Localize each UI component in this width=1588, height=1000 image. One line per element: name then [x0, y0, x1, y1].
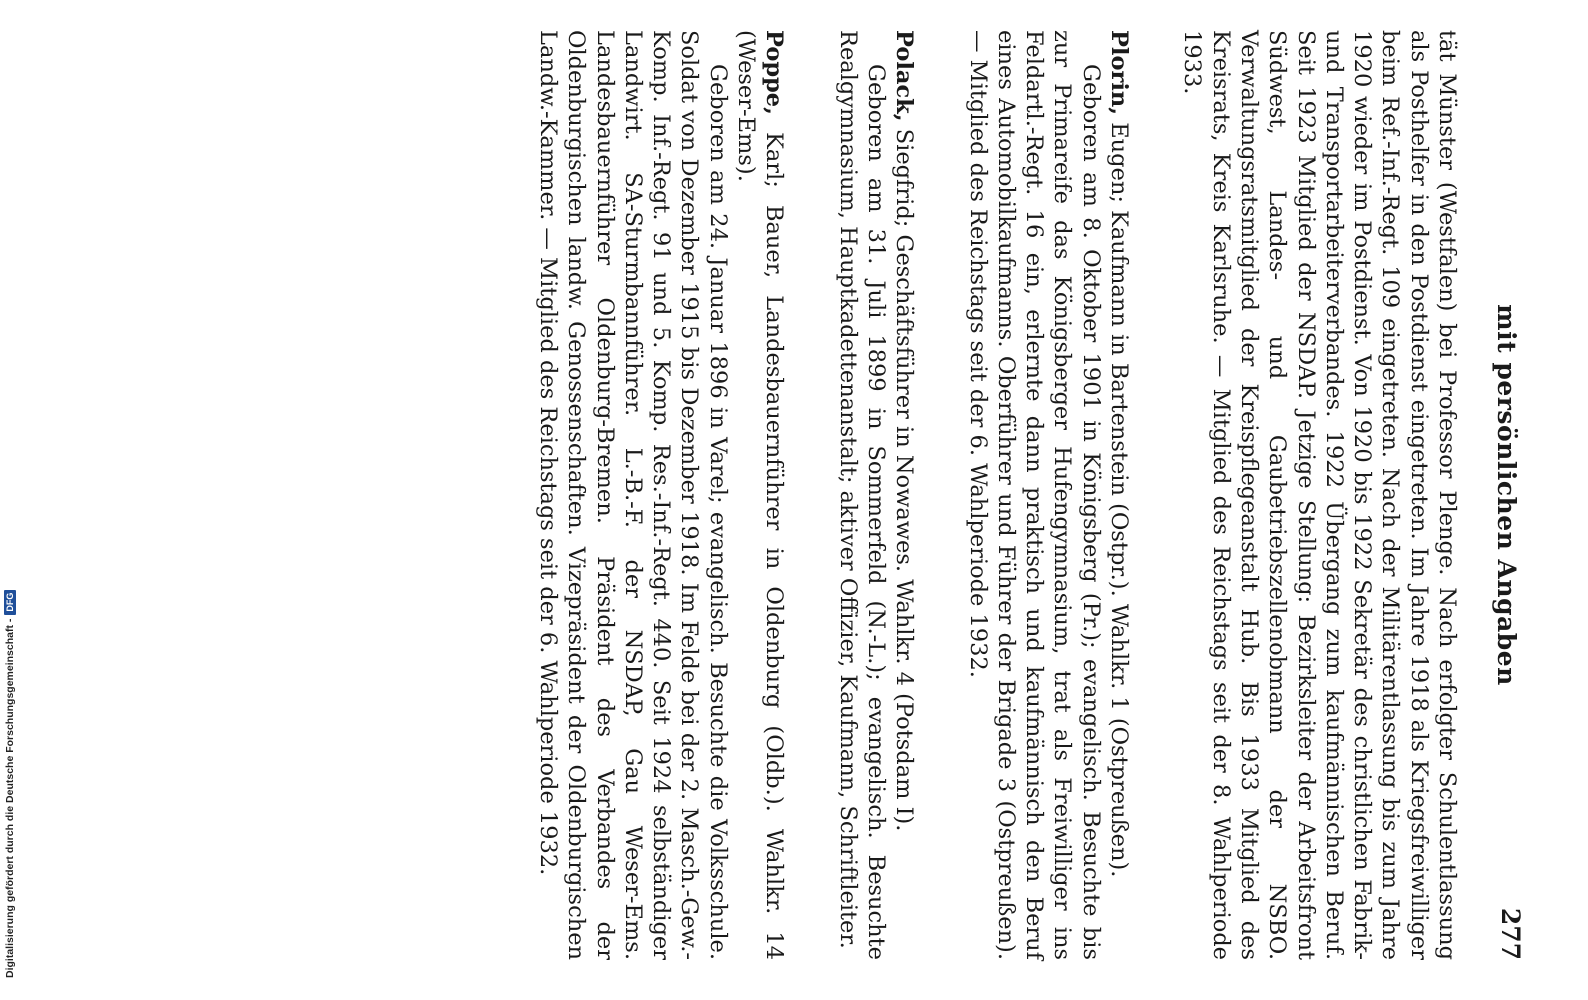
entry-heading-text: Siegfrid; Geschäftsführer in Nowawes. Wahlkr. 4 (Potsdam I). — [891, 121, 918, 832]
dfg-logo-icon: DFG — [4, 590, 16, 615]
entry-body: Geboren am 24. Januar 1896 in Varel; evangelisch. Besuchte die Volksschule. Soldat von Dezember 1915 bis Dezember 1918. Im Felde bei der 2. Masch.-Gew.-Komp. Inf.-Regt. 91 und 5. Komp. Res.-Inf.-Regt. 440. Seit 1924 selbständiger Landwirt. SA-Sturmbannführer. L.-B.-F. der NSDAP, Gau Weser-Ems. Landesbauernführer Oldenburg-Bremen. Präsident des Verbandes der Oldenburgischen landw. Genossenschaften. Vizepräsident der Oldenburgischen Landw.-Kammer. — Mitglied des Reichstags seit der 6. Wahlperiode 1932. — [534, 30, 731, 960]
rotated-book-page — [75, 30, 1525, 960]
biography-entry-polack — [833, 30, 918, 960]
entry-body: Geboren am 8. Oktober 1901 in Königsberg (Pr.); evangelisch. Besuchte bis zur Primareife das Königsberger Hufengymnasium, trat als Freiwilliger ins Feldartl.-Regt. 16 ein, erlernte dann praktisch und kaufmännisch den Beruf eines Automobilkaufmanns. Oberführer und Führer der Brigade 3 (Ostpreußen). — Mitglied des Reichstags seit der 6. Wahlperiode 1932. — [964, 30, 1104, 960]
entry-name: Plorin, — [1106, 30, 1133, 116]
entry-body: Geboren am 31. Juli 1899 in Sommerfeld (N.-L.); evangelisch. Besuchte Realgymnasium, Hauptkadettenanstalt; aktiver Offizier, Kaufmann, Schriftleiter. — [834, 30, 889, 960]
biography-entry-poppe — [534, 30, 789, 960]
entry-heading — [732, 30, 789, 960]
entry-name: Poppe, — [761, 30, 788, 115]
continued-paragraph: tät Münster (Westfalen) bei Professor Plenge. Nach erfolgter Schulentlassung als Posthelfer in den Postdienst eingetreten. Im Jahre 1918 als Kriegsfreiwilliger beim Ref.-Inf.-Regt. 109 eingetreten. Nach der Militärentlassung bis zum Jahre 1920 wieder im Postdienst. Von 1920 bis 1922 Sekretär des christlichen Fabrik- und Transportarbeiterverbandes. 1922 Übergang zum kaufmännischen Beruf. Seit 1923 Mitglied der NSDAP. Jetzige Stellung: Bezirksleiter der Arbeitsfront Südwest, Landes- und Gaubetriebszellenobmann der NSBO. Verwaltungsratsmitglied der Kreispflegeanstalt Hub. Bis 1933 Mitglied des Kreisrats, Kreis Karlsruhe. — Mitglied des Reichstags seit der 8. Wahlperiode 1933. — [1179, 30, 1460, 960]
page-header — [1485, 30, 1525, 960]
entry-heading — [890, 30, 918, 960]
page-number: 277 — [1496, 907, 1525, 960]
entry-name: Polack, — [891, 30, 918, 122]
digitization-credit — [4, 590, 16, 978]
entry-heading-text: Karl; Bauer, Landesbauernführer in Oldenburg (Oldb.). Wahlkr. 14 (Weser-Ems). — [733, 30, 788, 960]
running-title: mit persönlichen Angaben — [1492, 304, 1521, 686]
page-body — [489, 30, 1461, 960]
entry-heading-text: Eugen; Kaufmann in Bartenstein (Ostpr.). Wahlkr. 1 (Ostpreußen). — [1106, 115, 1133, 878]
biography-entry-plorin — [963, 30, 1133, 960]
entry-heading — [1105, 30, 1133, 960]
credit-text: Digitalisierung gefördert durch die Deutsche Forschungsgemeinschaft - — [4, 618, 16, 978]
